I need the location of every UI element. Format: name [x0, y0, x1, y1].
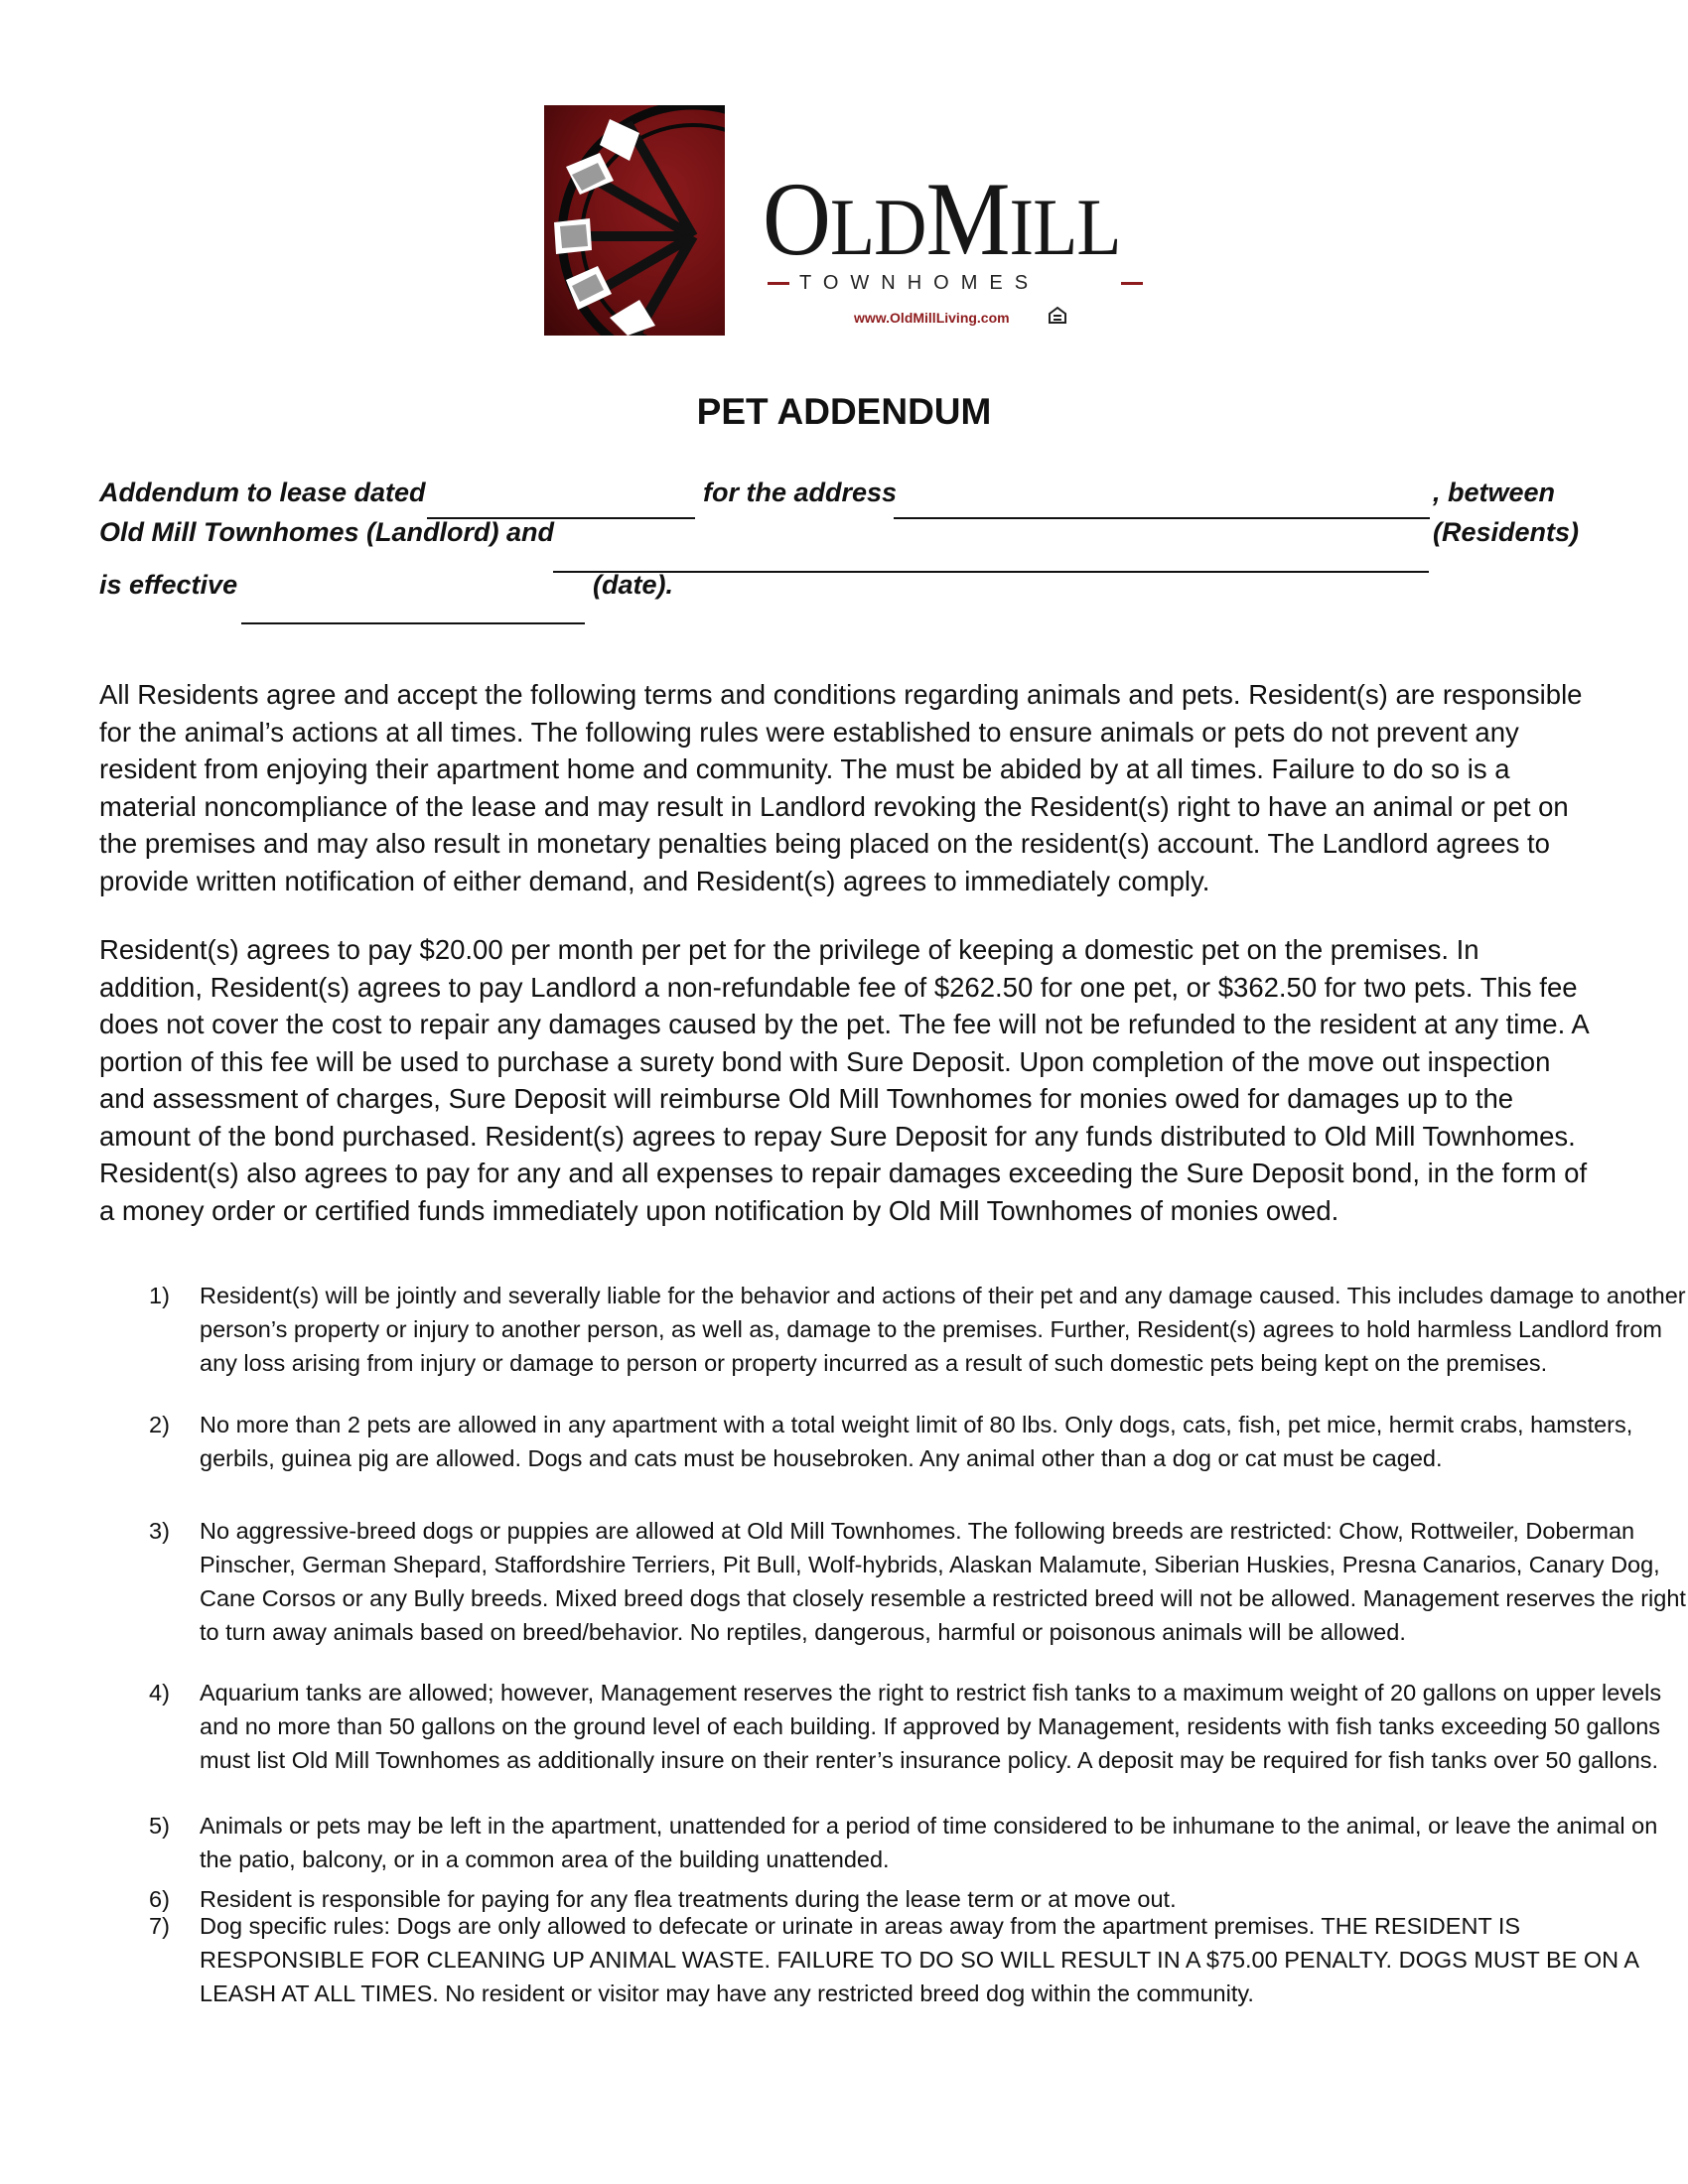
- rule-text: Dog specific rules: Dogs are only allowed to defecate or urinate in areas away from the apartment premises. THE RESIDENT IS RESPONSIBLE FOR CLEANING UP ANIMAL WASTE. FAILURE TO DO SO WILL RESULT IN A $75.00 PENALTY. DOGS MUST BE ON A LEASH AT ALL TIMES. No resident or visitor may have any restricted breed dog within the community.: [200, 1913, 1638, 2006]
- rule-text: Resident is responsible for paying for any flea treatments during the lease term or at move out.: [200, 1886, 1177, 1912]
- rule-item: [99, 1514, 1688, 1649]
- lease-dated-label: Addendum to lease dated: [99, 478, 426, 507]
- equal-housing-icon: [1049, 306, 1066, 324]
- paragraph-fees: Resident(s) agrees to pay $20.00 per month per pet for the privilege of keeping a domestic pet on the premises. In addition, Resident(s) agrees to pay Landlord a non-refundable fee of $262.50 for one pet, or $362.50 for two pets. This fee does not cover the cost to repair any damages caused by the pet. The fee will not be refunded to the resident at any time. A portion of this fee will be used to purchase a surety bond with Sure Deposit. Upon completion of the move out inspection and assessment of charges, Sure Deposit will reimburse Old Mill Townhomes for monies owed for damages up to the amount of the bond purchased. Resident(s) agrees to repay Sure Deposit for any funds distributed to Old Mill Townhomes. Resident(s) also agrees to pay for any and all expenses to repair damages exceeding the Sure Deposit bond, in the form of a money order or certified funds immediately upon notification by Old Mill Townhomes of monies owed.: [99, 934, 1589, 1226]
- rule-number: 6): [149, 1886, 170, 1912]
- rule-item: [99, 1676, 1688, 1777]
- rule-item: [99, 1279, 1688, 1380]
- address-field[interactable]: [894, 517, 1430, 519]
- tagline-rule-left: [768, 282, 789, 285]
- intro-paragraph: [99, 676, 1589, 899]
- logo-website: www.OldMillLiving.com: [854, 310, 1010, 326]
- between-label: , between: [1433, 478, 1556, 507]
- mill-wheel-icon: [544, 105, 725, 336]
- fee-paragraph: [99, 931, 1589, 1229]
- rule-number: 4): [149, 1680, 170, 1706]
- effective-label: is effective: [99, 570, 238, 600]
- logo-tagline: TOWNHOMES: [799, 272, 1041, 294]
- logo-wordmark: OLDMILL: [763, 161, 1121, 277]
- rule-number: 7): [149, 1913, 170, 1939]
- date-label: (date).: [593, 570, 673, 600]
- rule-text: Resident(s) will be jointly and severally liable for the behavior and actions of their pet and any damage caused. This includes damage to another person’s property or injury to another person, as well as, damage to the premises. Further, Resident(s) agrees to hold harmless Landlord from any loss arising from injury or damage to person or property incurred as a result of such domestic pets being kept on the premises.: [200, 1283, 1686, 1376]
- residents-label: (Residents): [1433, 517, 1580, 547]
- rule-item: [99, 1408, 1688, 1475]
- page-title: PET ADDENDUM: [696, 391, 992, 432]
- paragraph-terms: All Residents agree and accept the following terms and conditions regarding animals and pets. Resident(s) are responsible for the animal’s actions at all times. The following rules were established to ensure animals or pets do not prevent any resident from enjoying their apartment home and community. The must be abided by at all times. Failure to do so is a material noncompliance of the lease and may result in Landlord revoking the Resident(s) right to have an animal or pet on the premises and may also result in monetary penalties being placed on the resident(s) account. The Landlord agrees to provide written notification of either demand, and Resident(s) agrees to immediately comply.: [99, 679, 1583, 896]
- residents-field[interactable]: [553, 571, 1429, 573]
- tagline-rule-right: [1121, 282, 1143, 285]
- company-logo: [544, 105, 1142, 336]
- effective-date-field[interactable]: [241, 622, 585, 624]
- rule-number: 2): [149, 1412, 170, 1437]
- address-label: for the address: [703, 478, 898, 507]
- rule-number: 1): [149, 1283, 170, 1308]
- rule-text: No more than 2 pets are allowed in any apartment with a total weight limit of 80 lbs. Only dogs, cats, fish, pet mice, hermit crabs, hamsters, gerbils, guinea pig are allowed. Dogs and cats must be housebroken. Any animal other than a dog or cat must be caged.: [200, 1412, 1633, 1471]
- landlord-label: Old Mill Townhomes (Landlord) and: [99, 517, 554, 547]
- rule-number: 5): [149, 1813, 170, 1839]
- rule-item: [99, 1909, 1688, 2010]
- rule-text: Aquarium tanks are allowed; however, Management reserves the right to restrict fish tanks to a maximum weight of 20 gallons on upper levels and no more than 50 gallons on the ground level of each building. If approved by Management, residents with fish tanks exceeding 50 gallons must list Old Mill Townhomes as additionally insure on their renter’s insurance policy. A deposit may be required for fish tanks over 50 gallons.: [200, 1680, 1662, 1773]
- rule-text: No aggressive-breed dogs or puppies are allowed at Old Mill Townhomes. The following breeds are restricted: Chow, Rottweiler, Doberman Pinscher, German Shepard, Staffordshire Terriers, Pit Bull, Wolf-hybrids, Alaskan Malamute, Siberian Huskies, Presna Canarios, Canary Dog, Cane Corsos or any Bully breeds. Mixed breed dogs that closely resemble a restricted breed will not be allowed. Management reserves the right to turn away animals based on breed/behavior. No reptiles, dangerous, harmful or poisonous animals will be allowed.: [200, 1518, 1686, 1645]
- logo-tagline-row: [768, 272, 1145, 294]
- rule-text: Animals or pets may be left in the apartment, unattended for a period of time considered to be inhumane to the animal, or leave the animal on the patio, balcony, or in a common area of the building unattended.: [200, 1813, 1658, 1872]
- rule-number: 3): [149, 1518, 170, 1544]
- rule-item: [99, 1809, 1688, 1876]
